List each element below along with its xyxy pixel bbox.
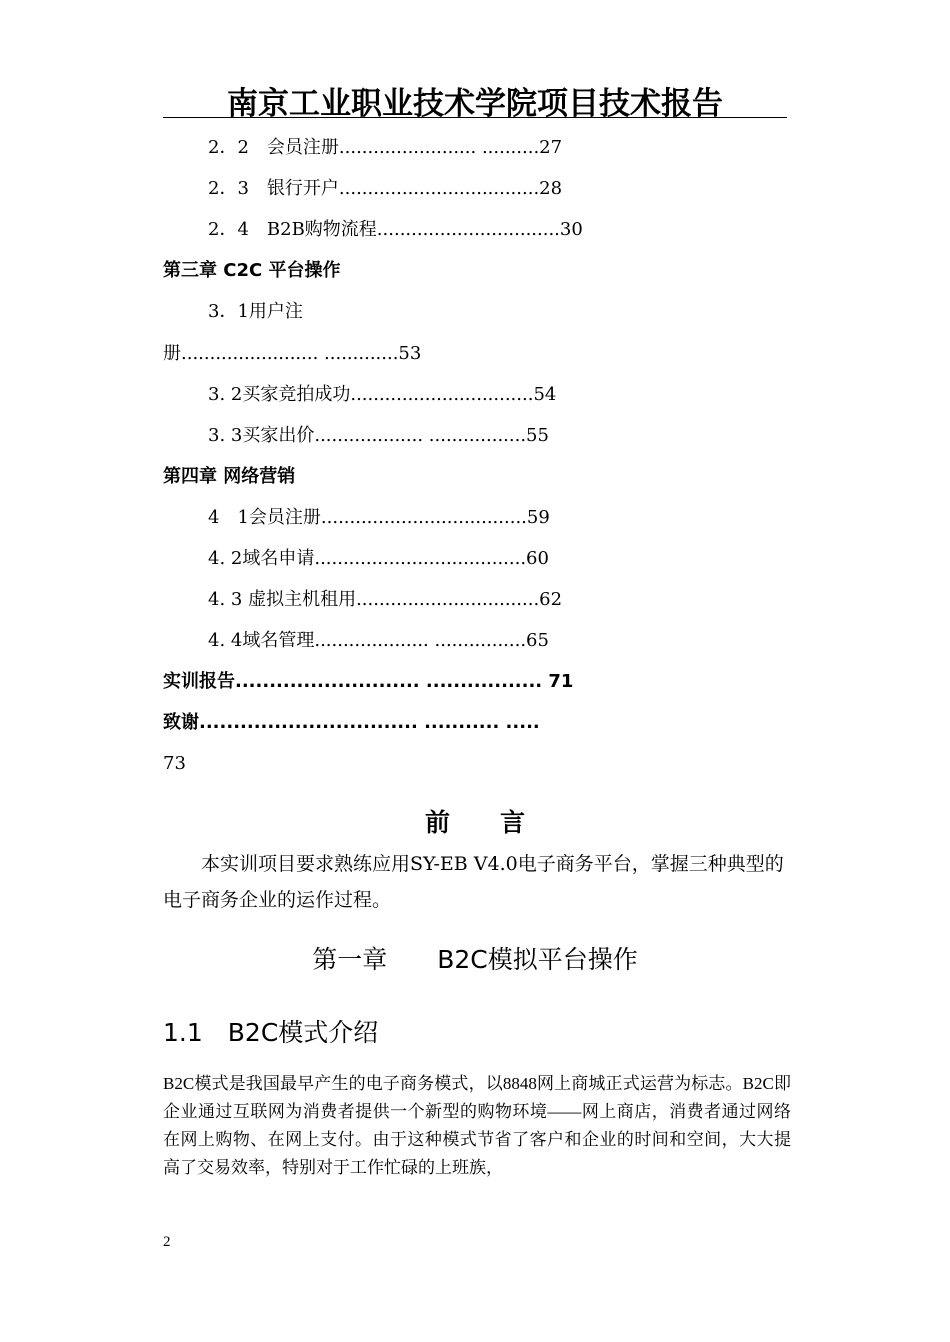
toc-entry: 2．2 会员注册........................ ..........27: [208, 137, 563, 158]
toc-entry: 3. 2买家竞拍成功................................54: [208, 384, 557, 405]
toc-entry: 4. 3 虚拟主机租用................................62: [208, 589, 563, 610]
preface-paragraph: 本实训项目要求熟练应用SY-EB V4.0电子商务平台，掌握三种典型的电子商务企业的运作过程。: [163, 853, 784, 911]
toc-entry: 2．4 B2B购物流程................................30: [208, 219, 583, 240]
toc-entry: 3. 3买家出价................... .................55: [208, 425, 549, 446]
toc-entry: 4. 2域名申请.....................................60: [208, 548, 549, 569]
preface-heading: 前 言: [424, 808, 525, 837]
page-number: 2: [163, 1234, 171, 1250]
section-heading: 1.1 B2C模式介绍: [163, 1018, 379, 1047]
header-rule: [163, 117, 787, 118]
toc-chapter-entry: 第三章 C2C 平台操作: [163, 260, 341, 281]
page-header-title: 南京工业职业技术学院项目技术报告: [227, 86, 723, 122]
toc-entry-report: 实训报告........................... ................. 71: [163, 671, 574, 692]
section-body: B2C模式是我国最早产生的电子商务模式，以8848网上商城正式运营为标志。B2C即企业通过互联网为消费者提供一个新型的购物环境——网上商店，消费者通过网络在网上购物、在网上支付。由于这种模式节省了客户和企业的时间和空间，大大提高了交易效率，特别对于工作忙碌的上班族，: [163, 1074, 791, 1177]
toc-entry-acknowledgement: 致谢................................ ........... .....: [163, 712, 540, 733]
toc-entry: 4. 4域名管理.................... ................65: [208, 630, 549, 651]
toc-entry: 4 1会员注册....................................59: [208, 507, 550, 528]
toc-entry: 册........................ .............53: [163, 343, 422, 364]
toc-chapter-entry: 第四章 网络营销: [163, 466, 296, 487]
toc-page-number: 73: [163, 753, 186, 774]
chapter-heading: 第一章 B2C模拟平台操作: [312, 945, 638, 974]
toc-entry: 2．3 银行开户...................................28: [208, 178, 563, 199]
toc-entry: 3．1用户注: [208, 301, 303, 322]
